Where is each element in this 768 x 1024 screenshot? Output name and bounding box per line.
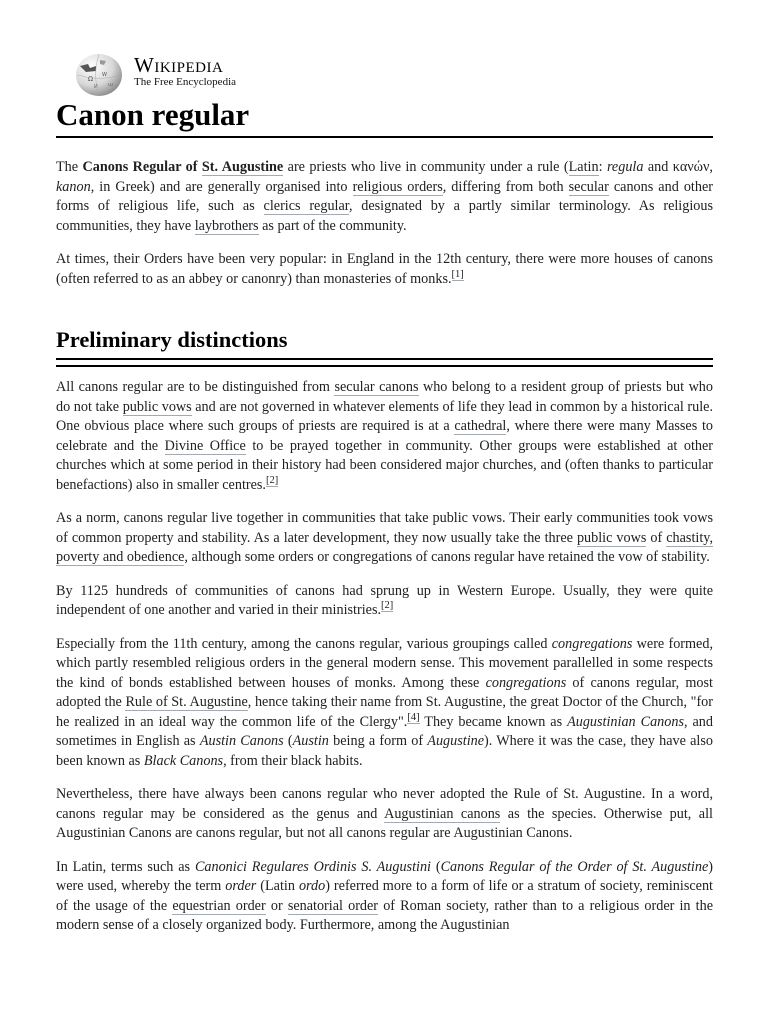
text: , although some orders or congregations of canons regular have retained the vow of stability.	[184, 549, 710, 565]
page-title: Canon regular	[56, 97, 250, 132]
text: , and sometimes in English as	[56, 713, 713, 749]
text: They became known as	[419, 713, 568, 730]
italic-text: Canons Regular of the Order of St. Augustine	[440, 858, 709, 875]
citation-ref[interactable]	[407, 712, 419, 724]
wordmark-tagline: The Free Encyclopedia	[134, 76, 237, 88]
text: By 1125 hundreds of communities of canons had sprung up in Western Europe. Usually, they were quite independent of one another and varied in their ministries.	[56, 582, 713, 618]
wikipedia-globe-icon[interactable]	[74, 52, 124, 96]
text: as part of the community.	[258, 217, 407, 234]
text: , in Greek) and are generally organised into	[90, 178, 353, 195]
text: ). Where it was the case, they have also been known as	[56, 733, 713, 769]
text: of canons regular, most adopted the	[56, 674, 713, 710]
wiki-link[interactable]: religious orders	[352, 178, 443, 195]
wiki-link[interactable]: public vows	[122, 398, 192, 415]
wiki-link[interactable]: Latin	[568, 159, 599, 175]
text: of Roman society, rather than to a religious order in the modern sense of a closely organized body. Furthermore, among the Augustinian	[56, 897, 713, 933]
text: :	[598, 159, 607, 175]
text: were formed, which partly resembled religious orders in the general modern sense. This movement parallelled in some respects the kind of bonds established between houses of monks. Among these	[56, 635, 713, 691]
text: to be prayed together in community. Other groups were established at other churches which at some period in their history had been considered major churches, and (often thanks to particular benefactions) also in smaller centres.	[56, 437, 713, 493]
bold-text: Canons Regular of	[82, 159, 202, 175]
italic-text: Augustine	[427, 733, 485, 749]
wiki-link[interactable]: St. Augustine	[201, 159, 284, 175]
italic-text: congregations	[551, 635, 633, 652]
text: (Latin	[256, 878, 299, 894]
title-divider	[56, 136, 713, 138]
wiki-link[interactable]: public vows	[576, 529, 647, 546]
text: , hence taking their name from St. Augustine, the great Doctor of the Church, "for he realized in an ideal way the common life of the Clergy".	[56, 694, 713, 730]
italic-text: Black Canons	[143, 752, 224, 769]
wiki-link[interactable]: secular canons	[334, 379, 419, 395]
text: , differing from both	[442, 178, 569, 195]
wiki-link[interactable]: Rule of St. Augustine	[125, 694, 248, 710]
text: canons and other forms of religious life, such as	[56, 178, 713, 214]
italic-text: Canonici Regulares Ordinis S. Augustini	[194, 858, 431, 875]
text: (	[283, 733, 293, 749]
text: Nevertheless, there have always been canons regular who never adopted the Rule of St. Augustine. In a word, canons regular may be considered as the genus and	[56, 786, 713, 822]
wiki-link[interactable]: Augustinian canons	[384, 805, 501, 822]
svg-text:W: W	[102, 72, 107, 78]
text: In Latin, terms such as	[56, 858, 195, 875]
text: , where there were many Masses to celebrate and the	[56, 418, 713, 454]
citation-link[interactable]: [2]	[381, 600, 394, 612]
wiki-link[interactable]: chastity, poverty and obedience	[56, 529, 713, 565]
paragraph	[56, 582, 713, 621]
paragraph	[56, 785, 713, 844]
svg-text:ɯ: ɯ	[108, 82, 113, 88]
text: ) were used, whereby the term	[56, 858, 713, 894]
text: Especially from the 11th century, among the canons regular, various groupings called	[56, 635, 552, 652]
italic-text: ordo	[298, 878, 326, 894]
section-divider	[56, 358, 713, 367]
wiki-link[interactable]: senatorial order	[287, 897, 379, 914]
text: being a form of	[328, 733, 428, 749]
italic-text: regula	[606, 159, 644, 175]
wiki-link[interactable]: Divine Office	[164, 437, 246, 454]
text: At times, their Orders have been very popular: in England in the 12th century, there were more houses of canons (often referred to as an abbey or canonry) than monasteries of monks.	[56, 251, 713, 287]
italic-text: congregations	[485, 674, 567, 691]
text: All canons regular are to be distinguished from	[56, 379, 335, 395]
citation-ref[interactable]	[381, 600, 393, 612]
svg-text:Ω: Ω	[88, 76, 93, 83]
text: and κανών,	[643, 159, 713, 175]
italic-text: Austin Canons	[199, 733, 284, 749]
article-content	[56, 158, 713, 950]
section-heading: Preliminary distinctions	[56, 327, 288, 352]
citation-ref[interactable]	[452, 269, 464, 281]
text: or	[265, 897, 288, 914]
italic-text: order	[225, 878, 257, 894]
citation-link[interactable]: [2]	[265, 474, 279, 486]
divider-line	[56, 365, 713, 367]
text: who belong to a resident group of priests but who do not take	[56, 379, 713, 415]
text: , designated by a partly similar terminology. As religious communities, they have	[56, 198, 713, 234]
text: ) referred more to a form of life or a stratum of society, reminiscent of the usage of the	[56, 878, 713, 914]
text: of	[646, 529, 667, 546]
wikipedia-wordmark[interactable]	[134, 54, 236, 88]
citation-ref[interactable]	[266, 475, 278, 487]
site-header	[56, 0, 713, 132]
italic-text: kanon	[56, 178, 91, 195]
paragraph	[56, 378, 713, 495]
wiki-link[interactable]: secular	[568, 178, 609, 195]
article-page	[56, 0, 713, 933]
text: (	[430, 858, 441, 875]
divider-line	[56, 358, 713, 360]
text: As a norm, canons regular live together in communities that take public vows. Their early communities took vows of common property and stability. As a later development, they now usually take the three	[56, 510, 713, 546]
citation-link[interactable]: [4]	[407, 711, 420, 723]
citation-link[interactable]: [1]	[451, 268, 464, 280]
text: as the species. Otherwise put, all Augustinian Canons are canons regular, but not all canons regular are Augustinian Canons.	[56, 805, 713, 841]
wiki-link[interactable]: laybrothers	[194, 217, 259, 234]
italic-text: Augustinian Canons	[567, 713, 684, 730]
paragraph	[56, 635, 713, 772]
italic-text: Austin	[292, 733, 329, 749]
paragraph	[56, 158, 713, 236]
text: and are not governed in whatever elements of life they lead in common by a historical rule. One obvious place where such groups of priests are required is at a	[56, 398, 713, 434]
wordmark-title: Wikipedia	[134, 53, 224, 77]
text: , from their black habits.	[223, 752, 363, 769]
paragraph	[56, 858, 713, 936]
svg-text:И: И	[94, 84, 98, 90]
wiki-link[interactable]: equestrian order	[172, 897, 266, 914]
text: The	[56, 159, 83, 175]
paragraph	[56, 509, 713, 568]
text: are priests who live in community under a rule (	[283, 159, 569, 175]
paragraph	[56, 250, 713, 289]
wiki-link[interactable]: cathedral	[454, 418, 507, 434]
wiki-link[interactable]: clerics regular	[263, 198, 349, 214]
